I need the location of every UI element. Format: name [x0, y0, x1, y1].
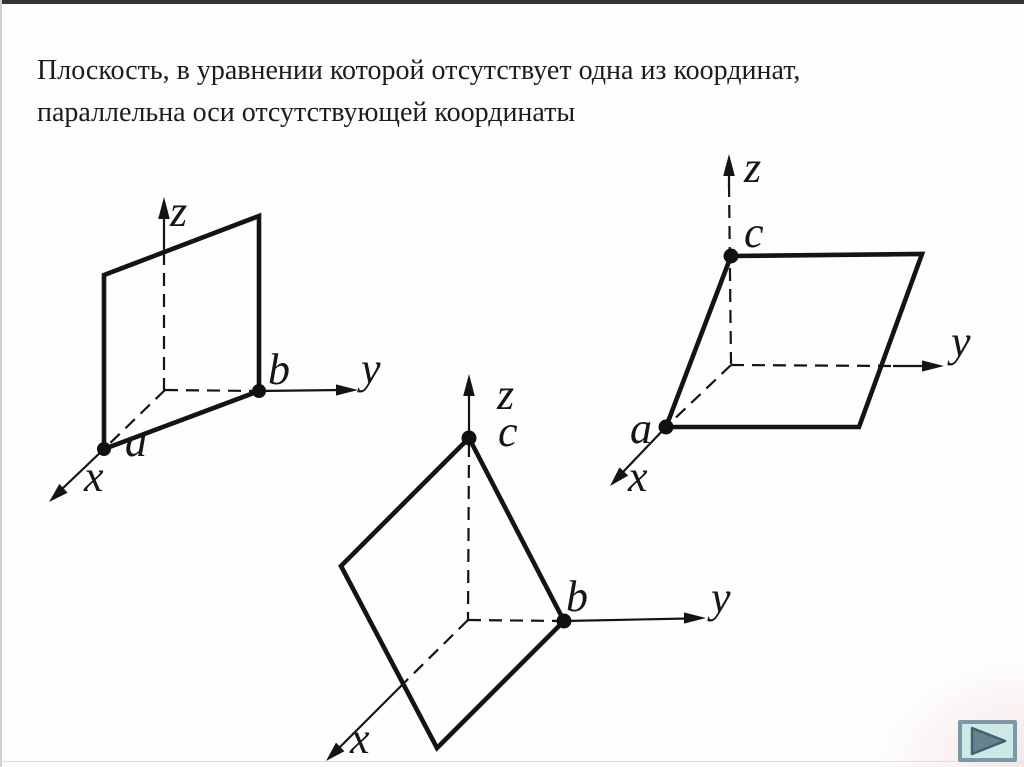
z-arrowhead-icon: [463, 374, 475, 396]
axis-label-y: y: [711, 573, 731, 622]
axis-label-y: y: [361, 344, 381, 393]
y-arrowhead-icon: [336, 384, 358, 395]
diagram-plane-parallel-y: [610, 143, 971, 501]
title-line-2: параллельна оси отсутствующей координаты: [37, 97, 576, 128]
axis-label-x: x: [84, 452, 104, 501]
z-axis-dashed: [468, 444, 469, 620]
z-arrowhead-icon: [158, 197, 170, 219]
point-label-b: b: [268, 345, 290, 394]
y-axis-dashed: [468, 620, 564, 621]
axis-label-z: z: [170, 187, 188, 236]
point-label-a: a: [125, 417, 147, 466]
point-label-b: b: [566, 572, 588, 621]
play-triangle-icon: [972, 728, 1005, 754]
next-arrow-icon: [965, 726, 1010, 756]
y-axis-dashed: [165, 390, 259, 391]
y-arrowhead-icon: [684, 612, 706, 623]
z-arrowhead-icon: [723, 154, 735, 176]
next-slide-button[interactable]: [958, 720, 1017, 762]
point-c-dot: [724, 249, 739, 264]
point-a-dot: [659, 420, 674, 435]
point-b-dot: [252, 384, 266, 398]
point-label-c: c: [498, 407, 518, 456]
x-axis-dashed: [403, 620, 468, 684]
title-line-1: Плоскость, в уравнении которой отсутствует одна из координат,: [37, 55, 801, 86]
axis-label-x: x: [628, 452, 648, 501]
y-axis-dashed: [731, 365, 893, 366]
plane-polygon: [341, 438, 564, 748]
plane-polygon: [666, 254, 922, 427]
point-label-c: c: [744, 208, 764, 257]
plane-polygon: [104, 216, 259, 449]
point-c-dot: [462, 431, 477, 446]
axis-label-z: z: [497, 370, 515, 419]
y-arrowhead-icon: [922, 360, 944, 371]
z-axis-dashed: [729, 184, 731, 364]
point-label-a: a: [630, 404, 652, 453]
diagram-plane-parallel-z: [49, 187, 381, 502]
axis-label-z: z: [744, 143, 762, 192]
axis-label-x: x: [350, 714, 370, 763]
axis-label-y: y: [951, 317, 971, 366]
x-axis: [339, 684, 403, 748]
